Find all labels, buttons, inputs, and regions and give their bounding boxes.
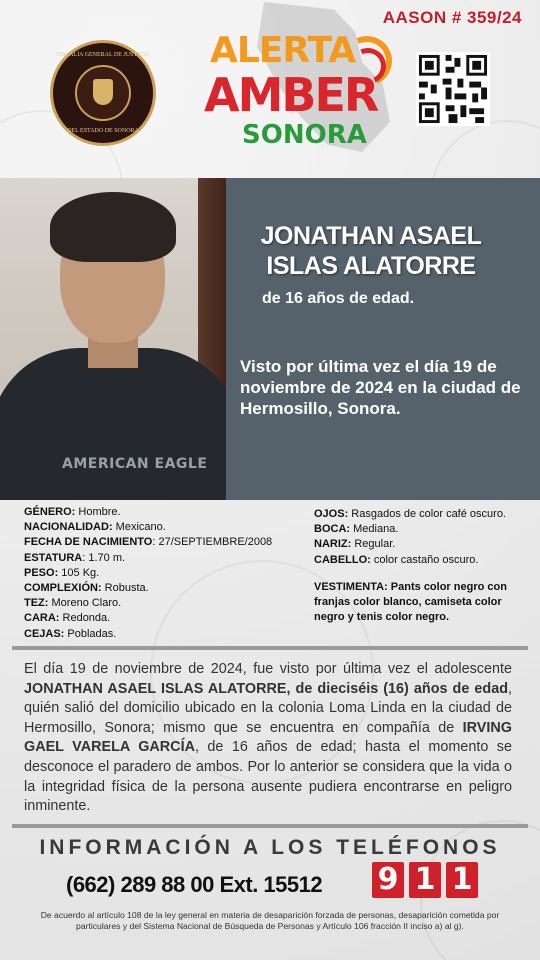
detail-row: [24, 566, 272, 581]
person-age: de 16 años de edad.: [262, 290, 415, 307]
logo-line-amber: AMBER: [204, 68, 378, 122]
detail-row: [314, 522, 519, 537]
narrative-text: El día 19 de noviembre de 2024, fue visto por última vez el adolescente: [24, 661, 512, 677]
alerta-amber-logo: [200, 28, 390, 158]
clothing-description: [314, 580, 519, 626]
clothing-label: VESTIMENTA:: [314, 580, 388, 593]
case-number: AASON # 359/24: [382, 8, 522, 27]
shirt-logo-text: AMERICAN EAGLE: [62, 456, 208, 472]
emergency-digit: 1: [409, 862, 441, 898]
photo-torso: [0, 348, 226, 500]
qr-code-icon: [416, 52, 490, 126]
detail-value: Redonda.: [59, 612, 111, 625]
detail-row: [314, 537, 519, 552]
detail-row: [24, 535, 272, 550]
detail-row: [24, 520, 272, 535]
narrative-highlight: JONATHAN ASAEL ISLAS ALATORRE, de dieciséis (16) años de edad: [24, 680, 508, 697]
seal-text-bottom: DEL ESTADO DE SONORA: [67, 128, 139, 134]
narrative-text: , quién salió del domicilio ubicado en la colonia Loma Linda en la ciudad de Hermosillo, Sonora; mismo que se encuentra en compañía de: [24, 680, 512, 736]
seal-emblem: [75, 65, 131, 121]
qr-code[interactable]: [416, 52, 490, 126]
narrative-text: , de 16 años de edad; hasta el momento se desconoce el paradero de ambos. Por lo anterior se considera que la vida o la integridad física de la persona ausente pudiera encontrarse en peligro inminente.: [24, 739, 512, 815]
detail-label: OJOS:: [314, 508, 349, 520]
detail-value: Moreno Claro.: [48, 597, 122, 610]
detail-value: Mediana.: [350, 523, 399, 536]
shield-icon: [93, 79, 113, 105]
case-narrative: [24, 660, 512, 817]
detail-label: CEJAS:: [24, 627, 65, 640]
detail-row: [24, 551, 272, 566]
detail-label: NARIZ:: [314, 538, 352, 551]
detail-value: color castaño oscuro.: [370, 553, 479, 566]
detail-label: PESO:: [24, 566, 59, 579]
detail-label: CABELLO:: [314, 553, 371, 566]
detail-value: Pobladas.: [64, 627, 117, 640]
detail-value: : 1.70 m.: [82, 551, 126, 564]
detail-value: Regular.: [351, 538, 396, 551]
detail-row: [24, 627, 272, 642]
prosecutor-seal-logo: [50, 40, 156, 146]
clothing-value: Pants color negro con franjas color blanco, camiseta color negro y tenis color negro.: [314, 580, 507, 624]
detail-value: Robusta.: [101, 582, 149, 595]
missing-person-photo: [0, 178, 226, 500]
detail-value: : 27/SEPTIEMBRE/2008: [152, 536, 273, 549]
detail-label: CARA:: [24, 612, 60, 625]
physical-details-left: [24, 505, 272, 642]
contact-title: INFORMACIÓN A LOS TELÉFONOS: [39, 836, 501, 859]
detail-label: BOCA:: [314, 523, 351, 536]
photo-hair: [50, 192, 176, 262]
narrative-highlight: IRVING GAEL VARELA GARCÍA: [24, 719, 512, 756]
legal-footnote: De acuerdo al artículo 108 de la ley general en materia de desaparición forzada de personas, desaparición cometida por particulares y del Sistema Nacional de Búsqueda de Personas y Artículo 106 fracción II inciso a) al g).: [40, 910, 500, 931]
divider: [12, 824, 528, 828]
emergency-number-911[interactable]: [372, 862, 478, 898]
detail-row: [24, 581, 272, 596]
last-seen-text: Visto por última vez el día 19 de noviembre de 2024 en la ciudad de Hermosillo, Sonora.: [240, 357, 521, 418]
contact-phone-number[interactable]: (662) 289 88 00 Ext. 15512: [66, 872, 323, 897]
detail-label: NACIONALIDAD:: [24, 521, 113, 534]
detail-label: GÉNERO:: [24, 506, 76, 518]
detail-row: [314, 553, 519, 568]
detail-value: Mexicano.: [112, 521, 166, 534]
emergency-digit: 9: [372, 862, 404, 898]
detail-row: [24, 611, 272, 626]
detail-label: COMPLEXIÓN:: [24, 582, 102, 595]
person-name: JONATHAN ASAEL ISLAS ALATORRE: [260, 222, 482, 280]
detail-value: Rasgados de color café oscuro.: [348, 508, 506, 520]
detail-label: FECHA DE NACIMIENTO: [24, 536, 153, 549]
physical-details-right: [314, 507, 519, 625]
detail-label: TEZ:: [24, 597, 49, 610]
detail-value: Hombre.: [75, 506, 121, 518]
detail-row: [314, 507, 519, 522]
divider: [12, 646, 528, 650]
seal-text-top: FISCALÍA GENERAL DE JUSTICIA: [56, 52, 150, 58]
detail-label: ESTATURA: [24, 551, 83, 564]
emergency-digit: 1: [446, 862, 478, 898]
detail-row: [24, 596, 272, 611]
detail-row: [24, 505, 272, 520]
detail-value: 105 Kg.: [58, 566, 100, 579]
logo-line-sonora: SONORA: [242, 120, 367, 150]
logo-line-alerta: ALERTA: [210, 30, 356, 71]
